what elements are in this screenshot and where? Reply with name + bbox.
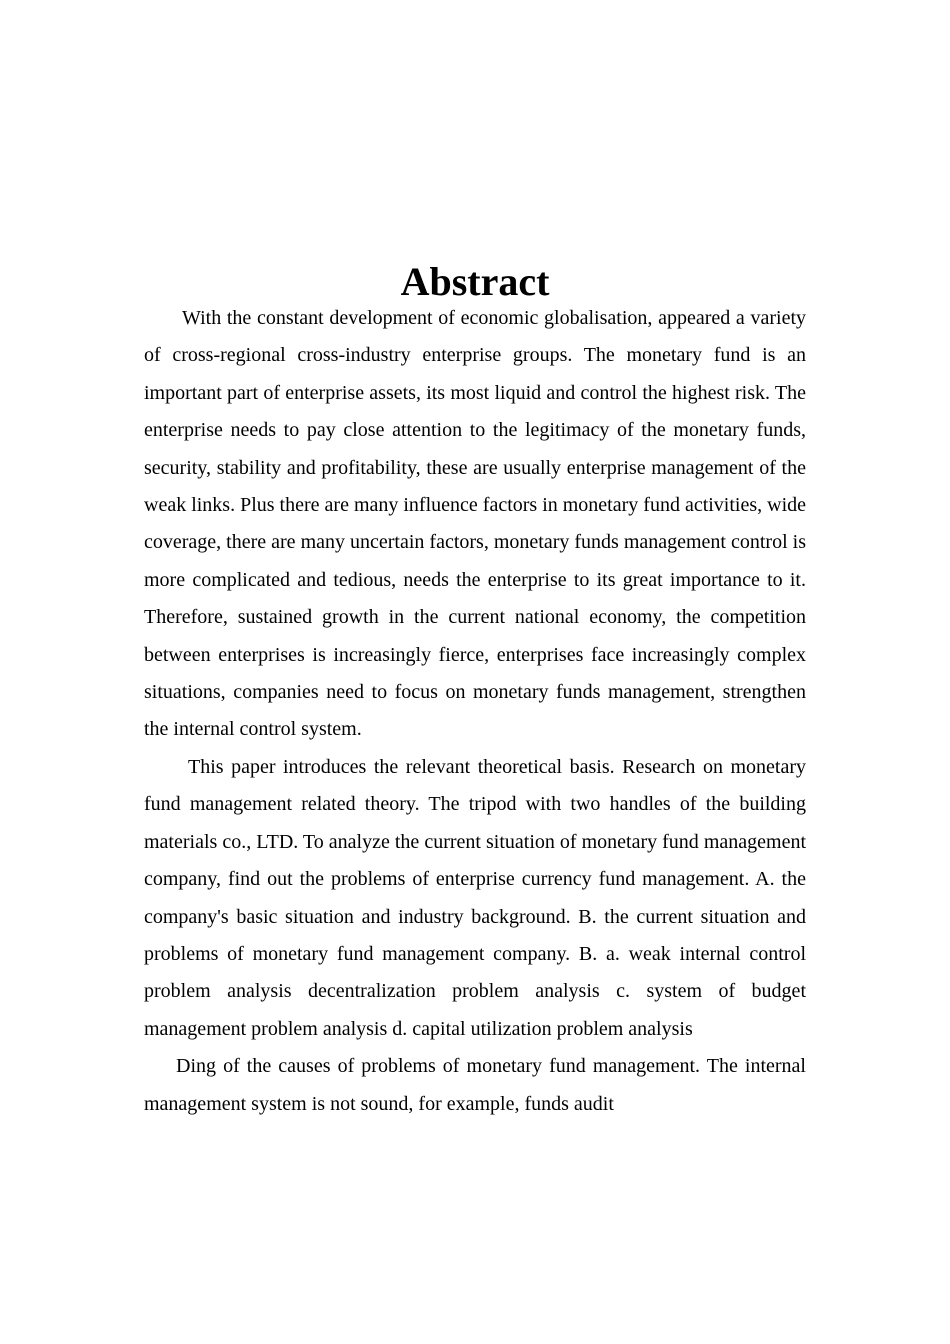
document-page: [144, 259, 807, 1123]
abstract-paragraph-2: This paper introduces the relevant theoretical basis. Research on monetary fund management related theory. The tripod with two handles of the building materials co., LTD. To analyze the current situation of monetary fund management company, find out the problems of enterprise currency fund management. A. the company's basic situation and industry background. B. the current situation and problems of monetary fund management company. B. a. weak internal control problem analysis decentralization problem analysis c. system of budget management problem analysis d. capital utilization problem analysis: [144, 755, 806, 1040]
abstract-title: Abstract: [400, 259, 550, 304]
abstract-paragraph-3: Ding of the causes of problems of monetary fund management. The internal management system is not sound, for example, funds audit: [144, 1055, 806, 1115]
abstract-paragraph-1: With the constant development of economic globalisation, appeared a variety of cross-regional cross-industry enterprise groups. The monetary fund is an important part of enterprise assets, its most liquid and control the highest risk. The enterprise needs to pay close attention to the legitimacy of the monetary funds, security, stability and profitability, these are usually enterprise management of the weak links. Plus there are many influence factors in monetary fund activities, wide coverage, there are many uncertain factors, monetary funds management control is more complicated and tedious, needs the enterprise to its great importance to it. Therefore, sustained growth in the current national economy, the competition between enterprises is increasingly fierce, enterprises face increasingly complex situations, companies need to focus on monetary funds management, strengthen the internal control system.: [144, 307, 807, 741]
